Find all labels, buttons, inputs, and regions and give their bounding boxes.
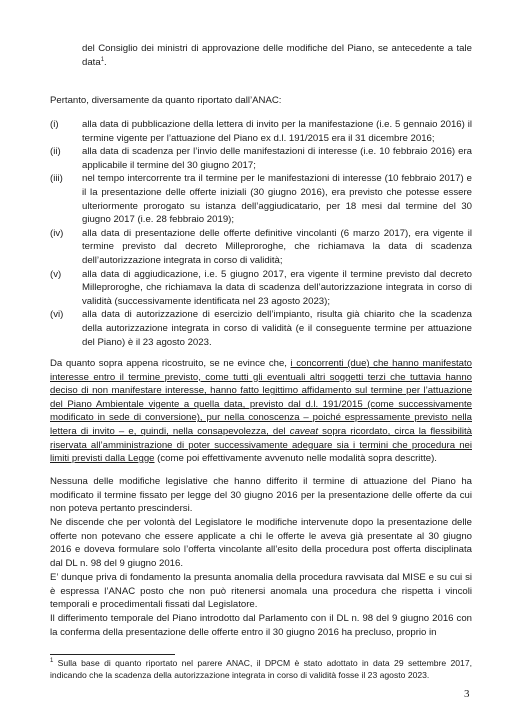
list-item (50, 227, 472, 268)
list-item-number: (iv) (50, 227, 64, 239)
list-item-number: (i) (50, 119, 59, 130)
underlined-text-end: sopra ricordato, circa la flessibilità riservata all’amministrazione di poter successivamente adeguare sia i termini che procedura nei limiti previsti dalla Legge (50, 425, 472, 465)
list-item-text: alla data di presentazione delle offerte definitive vincolanti (6 marzo 2017), era vigente il termine previsto dal decreto Milleproroghe, che richiamava la data di scadenza dell’autorizzazione integrata in corso di validità; (82, 227, 472, 266)
list-item-text: alla data di aggiudicazione, i.e. 5 giugno 2017, era vigente il termine previsto dal decreto Milleproroghe, che richiamava la data di scadenza dell’autorizzazione integrata in corso di validità (successivamente identificata nel 23 agosto 2023); (82, 268, 472, 307)
list-item-text: alla data di pubblicazione della lettera di invito per la manifestazione (i.e. 5 gennaio 2016) il termine vigente per l’attuazione del Piano ex d.l. 191/2015 era il 31 dicembre 2016; (82, 119, 472, 144)
body-paragraph: Il differimento temporale del Piano introdotto dal Parlamento con il DL n. 98 del 9 giugno 2016 con la conferma della presentazione delle offerte entro il 30 giugno 2016 ha precluso, proprio in (50, 613, 472, 638)
footnote-number: 1 (50, 658, 54, 665)
body-paragraph: Ne discende che per volontà del Legislatore le modifiche intervenute dopo la presentazione delle offerte non potevano che essere applicate a chi le offerte le aveva già presentate al 30 giugno 2016 e doveva formulare solo l’offerta vincolante all’esito della procedura post offerta disciplinata dal DL n. 98 del 9 giugno 2016. (50, 517, 472, 569)
list-item (50, 145, 472, 172)
underlined-text: i concorrenti (due) che hanno manifestato interesse entro il termine previsto, come tutti gli eventuali altri soggetti terzi che tuttavia hanno deciso di non manifestare interesse, hanno fatto legittimo affidamento sul termine per l’attuazione del Piano Ambientale vigente a quella data, previsto dal d.l. 191/2015 (come successivamente modificato in sede di conversione), pur nella conoscenza – poiché espressamente previsto nella lettera di invito – e, quindi, nella consapevolezza, del (50, 358, 472, 437)
body-paragraph: Nessuna delle modifiche legislative che hanno differito il termine di attuazione del Piano ha modificato il termine fissato per legge del 30 giugno 2016 per la presentazione delle offerte da cui non poteva pertanto prescindersi. (50, 476, 472, 515)
continuation-paragraph: del Consiglio dei ministri di approvazione delle modifiche del Piano, se antecedente a tale data$^1$. (82, 43, 472, 68)
footnote (50, 657, 472, 681)
list-item (50, 268, 472, 309)
list-item (50, 118, 472, 145)
list-item-number: (iii) (50, 173, 63, 185)
list-item (50, 172, 472, 226)
conclusion-intro: Da quanto sopra appena ricostruito, se ne evince che, (50, 358, 291, 369)
continuation-text: del Consiglio dei ministri di approvazione delle modifiche del Piano, se antecedente a tale data (82, 43, 472, 68)
footnote-ref[interactable]: 1 (100, 56, 105, 63)
lead-paragraph: Pertanto, diversamente da quanto riportato dall’ANAC: (50, 95, 282, 106)
list-item-number: (ii) (50, 146, 61, 158)
list-item-number: (v) (50, 268, 62, 280)
list-item-text: alla data di scadenza per l’invio delle manifestazioni di interesse (i.e. 10 febbraio 2016) era applicabile il termine del 30 giugno 2017; (82, 146, 472, 171)
conclusion-paragraph (50, 357, 472, 466)
enumerated-list (50, 118, 472, 349)
footnote-separator (50, 654, 175, 655)
list-item (50, 308, 472, 349)
page-number: 3 (464, 688, 470, 700)
footnote-text: Sulla base di quanto riportato nel parere ANAC, il DPCM è stato adottato in data 29 settembre 2017, indicando che la scadenza della autorizzazione integrata in corso di validità fosse il 23 agosto 2023. (50, 658, 472, 681)
body-paragraph: E’ dunque priva di fondamento la presunta anomalia della procedura ravvisata dal MISE e su cui si è espressa l’ANAC posto che non può ritenersi anomala una procedura che rispetta i vincoli temporali e procedimentali fissati dal Legislatore. (50, 572, 472, 611)
list-item-number: (vi) (50, 309, 64, 321)
list-item-text: nel tempo intercorrente tra il termine per le manifestazioni di interesse (10 febbraio 2017) e il la presentazione delle offerte iniziali (30 giugno 2016), era previsto che potesse essere ulteriormente prorogato su istanza dell’aggiudicatario, per 18 mesi dal termine del 30 giugno 2017 (i.e. 28 febbraio 2019); (82, 173, 472, 226)
caveat-term: caveat (289, 425, 319, 437)
conclusion-tail: (come poi effettivamente avvenuto nelle modalità sopra descritte). (154, 453, 437, 465)
list-item-text: alla data di autorizzazione di esercizio dell’impianto, risulta già chiarito che la scadenza della autorizzazione integrata in corso di validità (e il conseguente termine per attuazione del Piano) è il 23 agosto 2023. (82, 309, 472, 348)
